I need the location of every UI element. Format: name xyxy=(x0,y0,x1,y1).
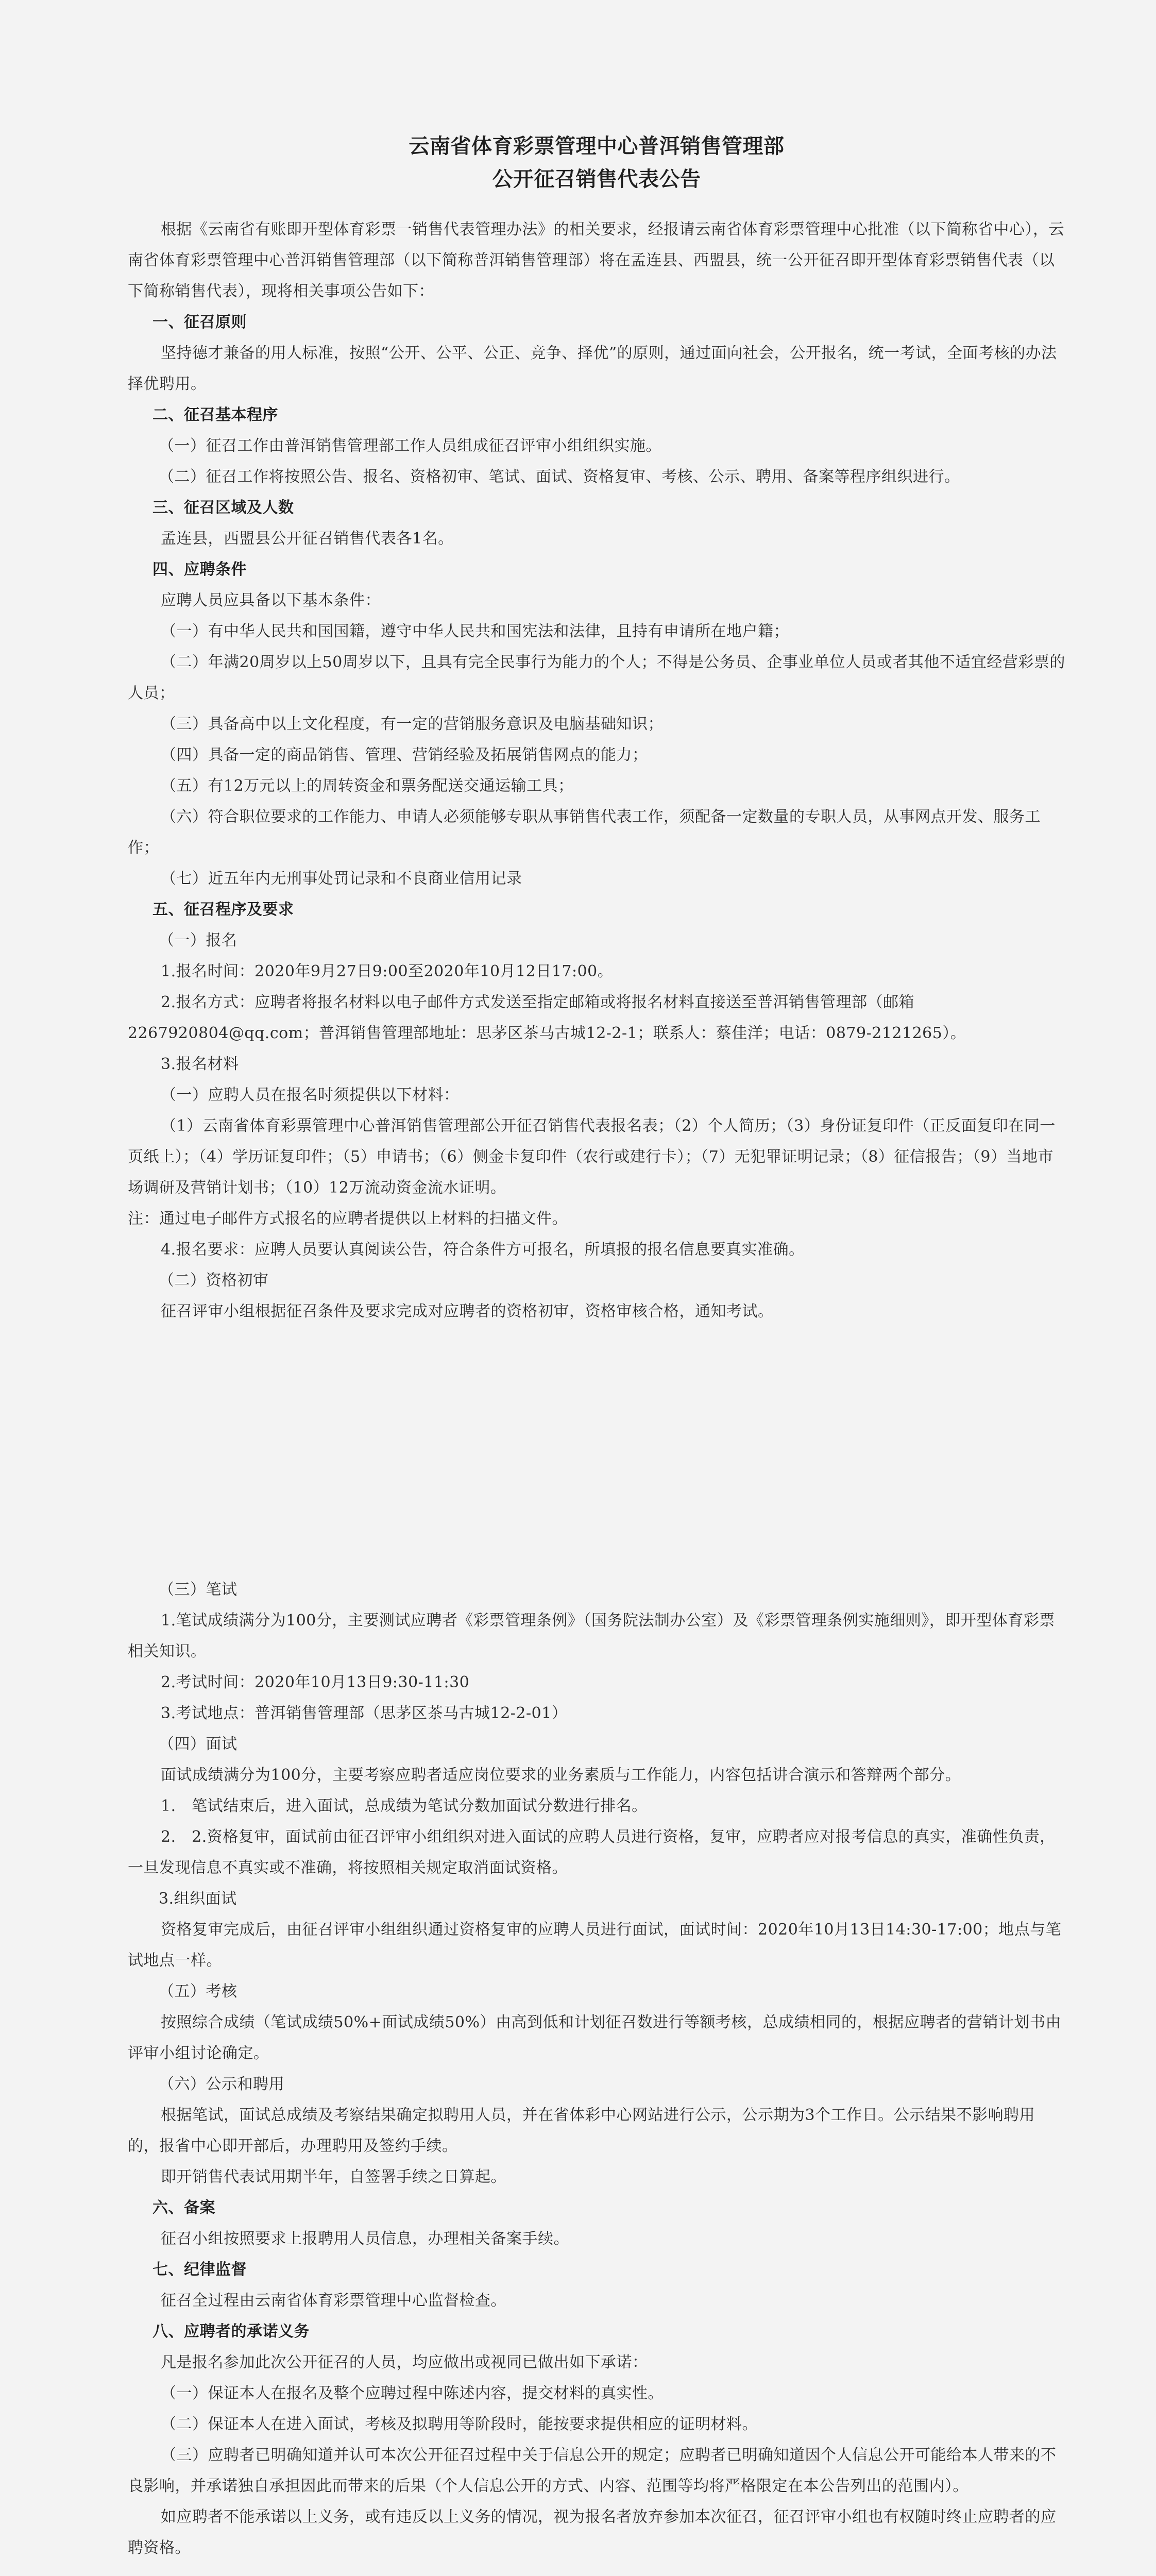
written-exam-2: 2.考试时间：2020年10月13日9:30-11:30 xyxy=(161,1673,470,1691)
publicity-body: 根据笔试，面试总成绩及考察结果确定拟聘用人员，并在省体彩中心网站进行公示，公示期为3个工作日。公示结果不影响聘用的，报省中心即开部后，办理聘用及签约手续。 xyxy=(128,2106,1035,2155)
registration-method: 2.报名方式：应聘者将报名材料以电子邮件方式发送至指定邮箱或将报名材料直接送至普洱销售管理部（邮箱2267920804@qq.com；普洱销售管理部地址：思茅区茶马古城12-2-1；联系人：蔡佳洋；电话：0879-2121265）。 xyxy=(128,993,966,1042)
organize-interview-body: 资格复审完成后，由征召评审小组组织通过资格复审的应聘人员进行面试，面试时间：2020年10月13日14:30-17:00；地点与笔试地点一样。 xyxy=(128,1921,1062,1970)
section-2-title: 二、征召基本程序 xyxy=(152,406,278,424)
assessment-title: （五）考核 xyxy=(159,1982,237,2001)
section-2-item: （一）征召工作由普洱销售管理部工作人员组成征召评审小组组织实施。 xyxy=(159,437,661,455)
section-8-tail: 如应聘者不能承诺以上义务，或有违反以上义务的情况，视为报名者放弃参加本次征召，征召评审小组也有权随时终止应聘者的应聘资格。 xyxy=(128,2508,1057,2557)
interview-title: （四）面试 xyxy=(159,1735,237,1753)
section-8-item: （二）保证本人在进入面试，考核及拟聘用等阶段时，能按要求提供相应的证明材料。 xyxy=(161,2415,758,2433)
interview-item: 1. 笔试结束后，进入面试，总成绩为笔试分数加面试分数进行排名。 xyxy=(161,1797,648,1815)
section-4-item: （二）年满20周岁以上50周岁以下，且具有完全民事行为能力的个人；不得是公务员、企事业单位人员或者其他不适宜经营彩票的人员； xyxy=(128,653,1065,702)
intro-paragraph: 根据《云南省有账即开型体育彩票一销售代表管理办法》的相关要求，经报请云南省体育彩票管理中心批准（以下简称省中心），云南省体育彩票管理中心普洱销售管理部（以下简称普洱销售管理部）将在孟连县、西盟县，统一公开征召即开型体育彩票销售代表（以下简称销售代表），现将相关事项公告如下： xyxy=(128,221,1064,300)
section-1-body: 坚持德才兼备的用人标准，按照“公开、公平、公正、竞争、择优”的原则，通过面向社会，公开报名，统一考试，全面考核的办法择优聘用。 xyxy=(128,344,1057,393)
registration-time: 1.报名时间：2020年9月27日9:00至2020年10月12日17:00。 xyxy=(161,962,614,980)
review-body: 征召评审小组根据征召条件及要求完成对应聘者的资格初审，资格审核合格，通知考试。 xyxy=(161,1302,774,1320)
blank-gap xyxy=(128,1327,1065,1574)
section-3-body: 孟连县，西盟县公开征召销售代表各1名。 xyxy=(161,530,454,548)
section-4-item: （五）有12万元以上的周转资金和票务配送交通运输工具； xyxy=(161,777,574,795)
section-4-item: （四）具备一定的商品销售、管理、营销经验及拓展销售网点的能力； xyxy=(161,746,648,764)
section-7-title: 七、纪律监督 xyxy=(152,2261,247,2279)
written-exam-title: （三）笔试 xyxy=(159,1581,237,1599)
materials-title: 3.报名材料 xyxy=(161,1055,239,1073)
section-4-item: （六）符合职位要求的工作能力、申请人必须能够专职从事销售代表工作，须配备一定数量的专职人员，从事网点开发、服务工作； xyxy=(128,808,1041,857)
publicity-title: （六）公示和聘用 xyxy=(159,2075,284,2093)
organize-interview-title: 3.组织面试 xyxy=(159,1890,237,1908)
section-8-item: （一）保证本人在报名及整个应聘过程中陈述内容，提交材料的真实性。 xyxy=(161,2384,664,2402)
section-4-item: （一）有中华人民共和国国籍，遵守中华人民共和国宪法和法律，且持有申请所在地户籍； xyxy=(161,622,789,640)
section-3-title: 三、征召区域及人数 xyxy=(152,499,294,517)
section-5-title: 五、征召程序及要求 xyxy=(152,901,294,919)
assessment-body: 按照综合成绩（笔试成绩50%+面试成绩50%）由高到低和计划征召数进行等额考核，总成绩相同的，根据应聘者的营销计划书由评审小组讨论确定。 xyxy=(128,2013,1061,2062)
section-8-item: （三）应聘者已明确知道并认可本次公开征召过程中关于信息公开的规定；应聘者已明确知道因个人信息公开可能给本人带来的不良影响，并承诺独自承担因此而带来的后果（个人信息公开的方式、内容、范围等均将严格限定在本公告列出的范围内）。 xyxy=(128,2446,1057,2495)
section-4-item: （七）近五年内无刑事处罚记录和不良商业信用记录 xyxy=(161,870,522,888)
section-8-lead: 凡是报名参加此次公开征召的人员，均应做出或视同已做出如下承诺： xyxy=(161,2353,648,2371)
review-title: （二）资格初审 xyxy=(159,1272,269,1290)
interview-item: 2. 2.资格复审，面试前由征召评审小组组织对进入面试的应聘人员进行资格，复审，应聘者应对报考信息的真实，准确性负责，一旦发现信息不真实或不准确，将按照相关规定取消面试资格。 xyxy=(128,1828,1056,1877)
written-exam-3: 3.考试地点：普洱销售管理部（思茅区茶马古城12-2-01） xyxy=(161,1704,568,1722)
registration-title: （一）报名 xyxy=(159,931,237,950)
section-8-title: 八、应聘者的承诺义务 xyxy=(152,2323,310,2341)
document-body xyxy=(128,130,1065,2564)
registration-requirement: 4.报名要求：应聘人员要认真阅读公告，符合条件方可报名，所填报的报名信息要真实准确。 xyxy=(161,1241,805,1259)
written-exam-1: 1.笔试成绩满分为100分，主要测试应聘者《彩票管理条例》（国务院法制办公室）及《彩票管理条例实施细则》，即开型体育彩票相关知识。 xyxy=(128,1612,1055,1660)
section-4-title: 四、应聘条件 xyxy=(152,561,247,579)
materials-list: （1）云南省体育彩票管理中心普洱销售管理部公开征召销售代表报名表；（2）个人简历；（3）身份证复印件（正反面复印在同一页纸上）；（4）学历证复印件；（5）申请书；（6）侧金卡复印件（农行或建行卡）；（7）无犯罪证明记录；（8）征信报告；（9）当地市场调研及营销计划书；（10）12万流动资金流水证明。 xyxy=(128,1117,1056,1197)
interview-body: 面试成绩满分为100分，主要考察应聘者适应岗位要求的业务素质与工作能力，内容包括讲合演示和答辩两个部分。 xyxy=(161,1766,961,1784)
section-7-body: 征召全过程由云南省体育彩票管理中心监督检查。 xyxy=(161,2292,506,2310)
materials-lead: （一）应聘人员在报名时须提供以下材料： xyxy=(161,1086,460,1104)
section-1-title: 一、征召原则 xyxy=(152,313,247,331)
materials-note: 注：通过电子邮件方式报名的应聘者提供以上材料的扫描文件。 xyxy=(128,1210,568,1228)
probation-text: 即开销售代表试用期半年，自签署手续之日算起。 xyxy=(161,2168,506,2186)
section-6-body: 征召小组按照要求上报聘用人员信息，办理相关备案手续。 xyxy=(161,2230,569,2248)
section-2-item: （二）征召工作将按照公告、报名、资格初审、笔试、面试、资格复审、考核、公示、聘用、备案等程序组织进行。 xyxy=(159,468,960,486)
section-6-title: 六、备案 xyxy=(152,2199,215,2217)
section-4-item: （三）具备高中以上文化程度，有一定的营销服务意识及电脑基础知识； xyxy=(161,715,664,733)
page-subtitle: 公开征召销售代表公告 xyxy=(492,167,701,191)
page-title: 云南省体育彩票管理中心普洱销售管理部 xyxy=(409,134,785,158)
section-4-lead: 应聘人员应具备以下基本条件： xyxy=(161,591,381,609)
